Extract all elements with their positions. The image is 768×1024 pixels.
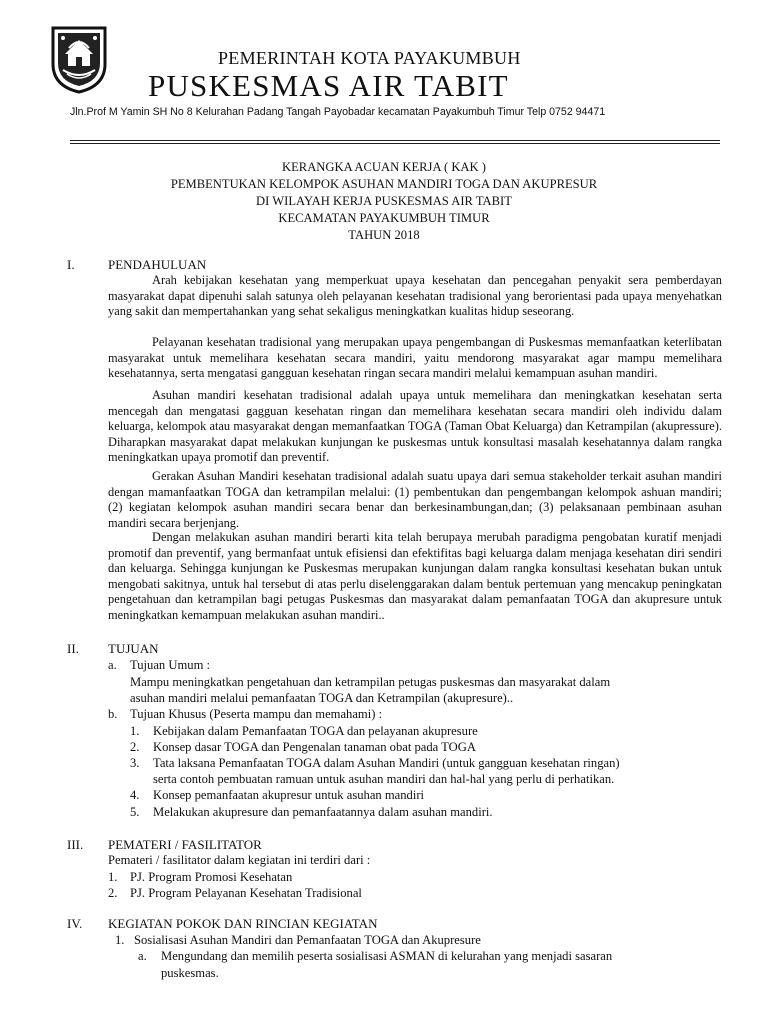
body-paragraph: Dengan melakukan asuhan mandiri berarti kita telah berupaya merubah paradigma pengobatan kuratif menjadi promotif dan preventif, yang bermanfaat untuk efisiensi dan efektifitas bagi keluarga dalam menjaga kesehatan diri sendiri dan keluarga. Sehingga kunjungan ke Puskesmas merupakan kunjungan dalam rangka konsultasi kesehatan bukan untuk mengobati sakitnya, untuk hal tersebut di atas perlu diselenggarakan dalam bentuk pertemuan yang mencakup peningkatan pengetahuan dan ketrampilan bagi petugas Puskesmas dan masyarakat dalam pemanfaatan TOGA dan akupresure untuk meningkatkan kemampuan melakukan asuhan mandiri.. <box>108 530 722 622</box>
section-number: I. <box>67 257 75 272</box>
organization-name: PUSKESMAS AIR TABIT <box>148 68 509 103</box>
body-paragraph: Gerakan Asuhan Mandiri kesehatan tradisional adalah suatu upaya dari semua stakeholder terkait asuhan mandiri dengan mamanfaatkan TOGA dan ketrampilan melalui: (1) pembentukan dan pengembangan kelompok ashuan mandiri; (2) kegiatan kelompok asuhan mandiri secara benar dan berkesinambungan,dan; (3) pelaksanaan pembinaan asuhan mandiri secara berjenjang. <box>108 469 722 530</box>
list-item: PJ. Program Promosi Kesehatan <box>130 870 293 884</box>
letterhead-divider-secondary <box>70 143 720 144</box>
list-marker: b. <box>108 707 118 721</box>
body-line: Pemateri / fasilitator dalam kegiatan ini terdiri dari : <box>108 853 371 867</box>
body-paragraph: Arah kebijakan kesehatan yang memperkuat upaya kesehatan dan pencegahan penyakit sera pemberdayan masyarakat dapat dipenuhi salah satunya oleh pelayanan kesehatan tradisional yang berorientasi pada upaya menyehatkan yang sakit dan mempertahankan yang sehat sekaligus meningkatkan kualitas hidup seseorang. <box>108 273 722 318</box>
section-title: KEGIATAN POKOK DAN RINCIAN KEGIATAN <box>108 916 378 931</box>
section-title: TUJUAN <box>108 641 159 656</box>
list-item: Konsep pemanfaatan akupresur untuk asuhan mandiri <box>153 788 425 802</box>
government-name: PEMERINTAH KOTA PAYAKUMBUH <box>218 48 521 68</box>
list-item-continuation: puskesmas. <box>161 966 219 980</box>
list-marker: a. <box>138 949 147 963</box>
list-item-continuation: serta contoh pembuatan ramuan untuk asuhan mandiri dan hal-hal yang perlu di perhatikan. <box>153 772 615 786</box>
list-number: 2. <box>108 886 118 900</box>
document-title-line: TAHUN 2018 <box>348 228 420 242</box>
body-line: asuhan mandiri melalui pemanfaatan TOGA dan Ketrampilan (akupresure).. <box>130 691 514 705</box>
body-line: Mampu meningkatkan pengetahuan dan ketrampilan petugas puskesmas dan masyarakat dalam <box>130 675 611 689</box>
list-item: Tata laksana Pemanfaatan TOGA dalam Asuhan Mandiri (untuk gangguan kesehatan ringan) <box>153 756 620 770</box>
list-item: Mengundang dan memilih peserta sosialisasi ASMAN di kelurahan yang menjadi sasaran <box>161 949 613 963</box>
document-title-line: KECAMATAN PAYAKUMBUH TIMUR <box>278 211 490 225</box>
list-item: Sosialisasi Asuhan Mandiri dan Pemanfaatan TOGA dan Akupresure <box>134 933 481 947</box>
city-emblem-icon <box>49 24 109 94</box>
section-number: IV. <box>67 916 83 931</box>
letterhead-divider <box>70 140 720 141</box>
list-item: Konsep dasar TOGA dan Pengenalan tanaman obat pada TOGA <box>153 740 476 754</box>
section-title: PENDAHULUAN <box>108 257 207 272</box>
section-number: II. <box>67 641 79 656</box>
body-paragraph: Pelayanan kesehatan tradisional yang merupakan upaya pengembangan di Puskesmas memanfaatkan keterlibatan masyarakat untuk memelihara kesehatan secara mandiri, yaitu mendorong masyarakat agar mampu memelihara kesehatannya, serta mengatasi gangguan kesehatan ringan secara mandiri melalui kemampuan asuhan mandiri. <box>108 335 722 380</box>
list-number: 4. <box>130 788 140 802</box>
list-number: 1. <box>108 870 118 884</box>
document-title-line: KERANGKA ACUAN KERJA ( KAK ) <box>282 160 486 174</box>
section-number: III. <box>67 837 84 852</box>
list-number: 2. <box>130 740 140 754</box>
list-number: 1. <box>115 933 125 947</box>
list-number: 1. <box>130 724 140 738</box>
document-title-line: PEMBENTUKAN KELOMPOK ASUHAN MANDIRI TOGA DAN AKUPRESUR <box>170 177 598 191</box>
list-item: PJ. Program Pelayanan Kesehatan Tradisional <box>130 886 362 900</box>
list-number: 5. <box>130 805 140 819</box>
list-marker: a. <box>108 658 117 672</box>
section-title: PEMATERI / FASILITATOR <box>108 837 262 852</box>
body-paragraph: Asuhan mandiri kesehatan tradisional adalah upaya untuk memelihara dan meningkatkan kesehatan serta mencegah dan mengatasi gagguan kesehatan ringan dan memelihara kesehatan secara mandiri oleh individu dalam keluarga, kelompok atau masyarakat dengan memanfaatkan TOGA (Taman Obat Keluarga) dan Ketrampilan (akupressure). Diharapkan masyarakat dapat melakukan kunjungan ke puskesmas untuk konsultasi masalah kesehatannya dalam rangka meningkatkan upaya promotif dan preventif. <box>108 388 722 464</box>
subsection-label: Tujuan Umum : <box>130 658 211 672</box>
list-number: 3. <box>130 756 140 770</box>
list-item: Kebijakan dalam Pemanfaatan TOGA dan pelayanan akupresure <box>153 724 478 738</box>
document-title-line: DI WILAYAH KERJA PUSKESMAS AIR TABIT <box>256 194 512 208</box>
subsection-label: Tujuan Khusus (Peserta mampu dan memahami) : <box>130 707 383 721</box>
organization-address: Jln.Prof M Yamin SH No 8 Kelurahan Padang Tangah Payobadar kecamatan Payakumbuh Timur Telp 0752 94471 <box>70 106 606 118</box>
list-item: Melakukan akupresure dan pemanfaatannya dalam asuhan mandiri. <box>153 805 493 819</box>
